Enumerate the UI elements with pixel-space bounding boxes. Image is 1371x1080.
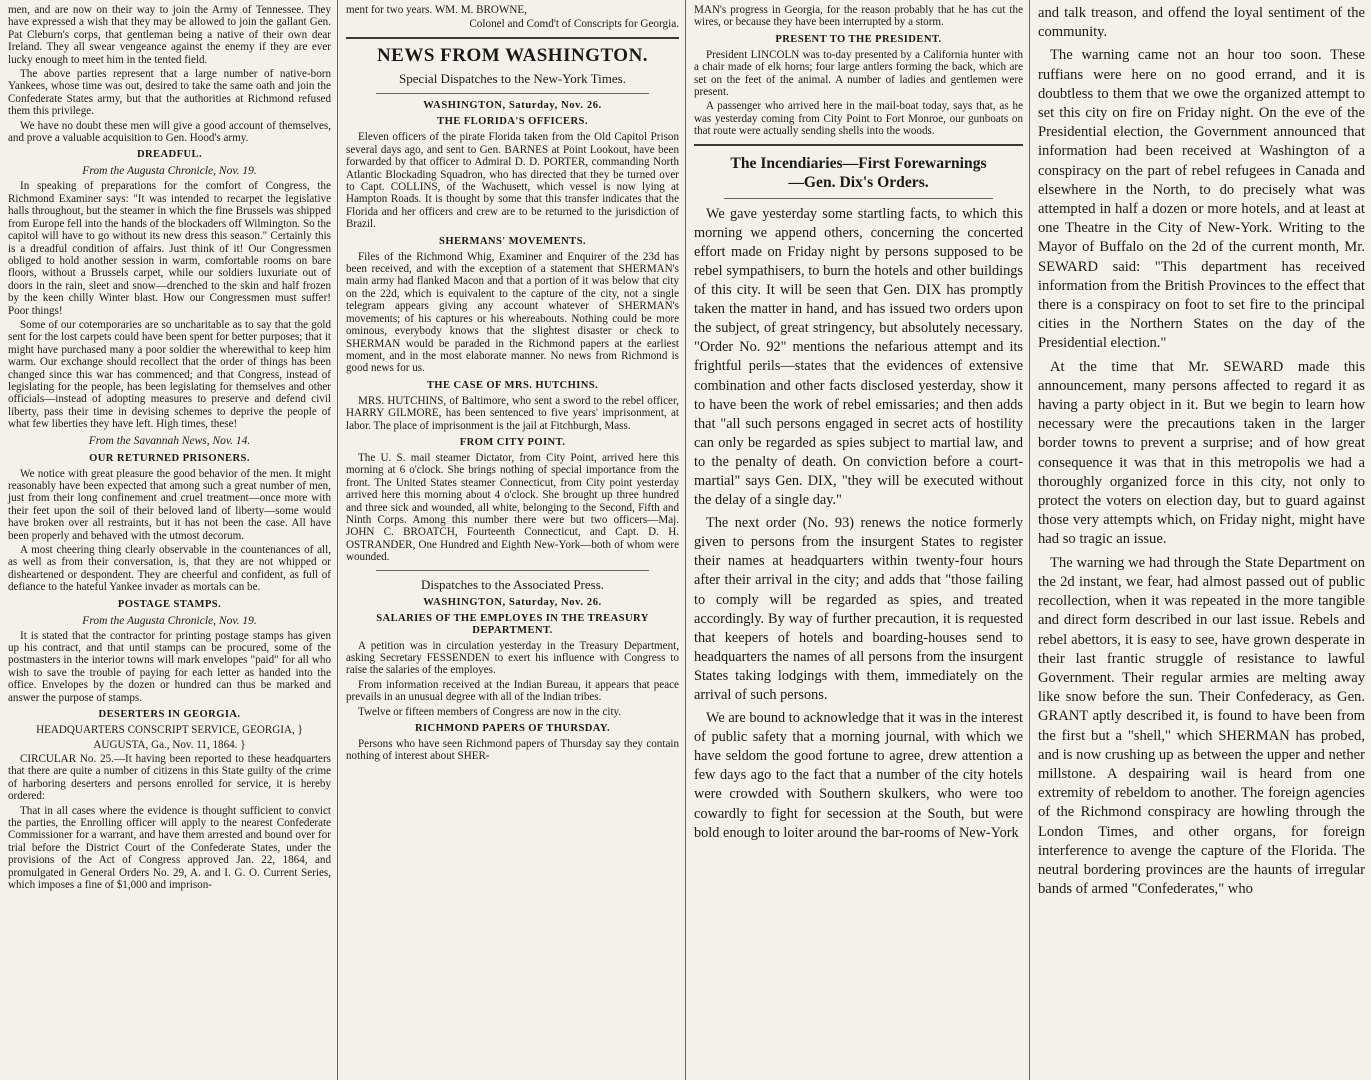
- section-heading: SHERMANS' MOVEMENTS.: [439, 235, 586, 247]
- article-paragraph: A petition was in circulation yesterday in the Treasury Department, asking Secretary FESSENDEN to exert his influence with Congress to raise the salaries of the employes.: [346, 639, 679, 677]
- article-paragraph: That in all cases where the evidence is thought sufficient to convict the parties, the Enrolling officer will apply to the nearest Confederate Commissioner for a warrant, and have them arrested and bound over for trial before the District Court of the Confederate States, under the provisions of the Act of Congress approved Jan. 22, 1864, and promulgated in General Orders No. 29, A. and I. G. O. Current Series, which imposes a fine of $1,000 and imprison-: [8, 804, 331, 891]
- section-heading: THE FLORIDA'S OFFICERS.: [437, 116, 588, 128]
- dateline: WASHINGTON, Saturday, Nov. 26.: [423, 596, 602, 608]
- article-paragraph: Persons who have seen Richmond papers of Thursday say they contain nothing of interest about SHER-: [346, 738, 679, 763]
- article-paragraph: A most cheering thing clearly observable in the countenances of all, as well as from their conversation, is, that they are not whipped or disheartened or despondent. They are cheerful and confident, as full of defiance to the hateful Yankee invader as mortals can be.: [8, 544, 331, 594]
- subhead: Dispatches to the Associated Press.: [420, 576, 605, 592]
- subhead: Special Dispatches to the New-York Times.: [399, 71, 626, 87]
- article-paragraph: We are bound to acknowledge that it was in the interest of public safety that a morning journal, with which we have seldom the good fortune to agree, drew attention a few days ago to the fact that a number of the city hotels were crowded with Southern skulkers, who were too cowardly to fight for secession at the South, but were bold enough to loiter around the bar-rooms of New-York: [694, 710, 1023, 841]
- article-paragraph: men, and are now on their way to join the Army of Tennessee. They have expressed a wish that they may be allowed to join the gallant Gen. Pat Cleburn's corps, that gentleman being a native of their own dear Ireland. They all swear vengeance against the enemy if they are ever lucky enough to meet him in the tented field.: [8, 4, 331, 66]
- headline-line: —Gen. Dix's Orders.: [788, 173, 929, 191]
- section-heading: OUR RETURNED PRISONERS.: [89, 452, 250, 464]
- article-paragraph: Files of the Richmond Whig, Examiner and Enquirer of the 23d has been received, and with the exception of a statement that SHERMAN's main army had flanked Macon and that a portion of it was below that city on the 22d, which is equivalent to the capture of the city, not a single telegram appears giving any account whatever of SHERMAN's movements; of his captures or his whereabouts. Nothing could be more ominous, everybody knows that the slightest disaster or check to SHERMAN would be paraded in the Richmond papers at the earliest moment, and in the most elaborate manner. No news from Richmond is good news for us.: [346, 250, 679, 375]
- article-paragraph: The warning we had through the State Department on the 2d instant, we fear, had almost passed out of public recollection, when it was repeated in the more tangible and direct form described in our last issue. Rebels and rebel abettors, it is easy to see, have grown desperate in their last frantic struggle of resistance to lawful Government. Their regular armies are melting away like snow before the sun. Their Confederacy, as Gen. GRANT aptly described it, is found to have been from the first but a "shell," which SHERMAN has probed, and is now crushing up as between the upper and nether millstone. A despairing wail is heard from one extremity of rebeldom to another. The foreign agencies of the Richmond conspiracy are howling through the London Times, and other organs, for foreign interference to avenge the capture of the Florida. The neutral bordering provinces are the haunts of irregular bands of armed "Confederates," who: [1038, 554, 1365, 898]
- headline-line: The Incendiaries—First Forewarnings: [730, 154, 987, 172]
- article-paragraph: At the time that Mr. SEWARD made this announcement, many persons affected to regard it as having a party object in it. But we begin to learn how necessary were the precautions taken in the larger border towns to prevent a surprise; and of how great consequence it was that in this metropolis we had a thoroughly organized force in this city, not only to protect the voters on election day, but to guard against those very attempts which, on Friday night, might have had so tragic an issue.: [1038, 358, 1365, 548]
- column-3: [686, 0, 1030, 1080]
- section-divider: [694, 144, 1023, 146]
- article-paragraph: ment for two years. WM. M. BROWNE,: [346, 4, 527, 16]
- article-paragraph: We have no doubt these men will give a good account of themselves, and prove a valuable acquisition to Gen. Hood's army.: [8, 119, 331, 145]
- section-divider: [346, 37, 679, 39]
- section-heading: SALARIES OF THE EMPLOYES IN THE TREASURY DEPARTMENT.: [376, 612, 649, 636]
- section-heading: PRESENT TO THE PRESIDENT.: [775, 33, 942, 45]
- section-heading: THE CASE OF MRS. HUTCHINS.: [426, 379, 599, 391]
- headquarters-line: AUGUSTA, Ga., Nov. 11, 1864. }: [93, 738, 246, 751]
- section-divider: [376, 570, 649, 571]
- source-line: From the Augusta Chronicle, Nov. 19.: [82, 165, 257, 178]
- column-1: [0, 0, 338, 1080]
- signature-line: Colonel and Comd't of Conscripts for Georgia.: [469, 18, 679, 31]
- headquarters-line: HEADQUARTERS CONSCRIPT SERVICE, GEORGIA, }: [36, 724, 303, 737]
- article-paragraph: President LINCOLN was to-day presented by a California hunter with a chair made of elk horns; four large antlers forming the back, which are set on the feet of the animal. A number of ladies and gentlemen were present.: [694, 48, 1023, 99]
- section-divider: [724, 198, 993, 199]
- dateline: WASHINGTON, Saturday, Nov. 26.: [423, 100, 602, 112]
- section-divider: [376, 93, 649, 94]
- section-heading: DREADFUL.: [136, 149, 203, 161]
- article-paragraph: We notice with great pleasure the good behavior of the men. It might reasonably have been expected that among such a great number of men, just from their long confinement and cruel treatment—once more with their feet upon the soil of their beloved land of liberty—some would have broken over all restraints, but it has not been the case. All have been properly and behaved with the utmost decorum.: [8, 467, 331, 542]
- editorial-headline: [694, 154, 1023, 192]
- article-paragraph: From information received at the Indian Bureau, it appears that peace prevails in an unusual degree with all of the Indian tribes.: [346, 678, 679, 704]
- masthead: NEWS FROM WASHINGTON.: [376, 45, 649, 67]
- article-paragraph: The U. S. mail steamer Dictator, from City Point, arrived here this morning at 6 o'clock. She brings nothing of special importance from the front. The United States steamer Connecticut, from City point yesterday arrived here this morning about 4 o'clock. She brought up three hundred and three sick and wounded, all white, belonging to the Second, Fifth and Ninth Corps. Among this number there were but two officers—Maj. JOHN C. BROATCH, Fourteenth Connecticut, and Capt. D. H. OSTRANDER, One Hundred and Eighth New-York—both of whom were wounded.: [346, 451, 679, 564]
- article-paragraph: Some of our cotemporaries are so uncharitable as to say that the gold sent for the lost carpets could have been spent for better purposes; that it might have purchased many a poor soldier the wherewithal to keep him warm. Our exchange should recollect that the order of things has been changed since this war has commenced; and that Congress, instead of legislating for the people, has been legislating for themselves and other officials—instead of adopting measures to preserve and defend civil liberty, pass their time in devising schemes to deprive the people of what few liberties they have left. High times, these!: [8, 318, 331, 431]
- article-paragraph: It is stated that the contractor for printing postage stamps has given up his contract, and that until stamps can be procured, some of the postmasters in the interior towns will mark envelopes "paid" for all who wish to save the trouble of paying for each letter as handed into the office. Envelopes by the dozen or hundred can thus be marked and answer the purpose of stamps.: [8, 629, 331, 704]
- section-heading: DESERTERS IN GEORGIA.: [98, 709, 241, 721]
- article-paragraph: The next order (No. 93) renews the notice formerly given to persons from the insurgent States to register their names at headquarters within twenty-four hours after their arrival in the city; and adds that "those failing to comply will be regarded as spies, and treated accordingly. By way of further precaution, it is requested that keepers of hotels and boarding-houses send to headquarters the names of all persons from the insurgent States taking lodgings with them, immediately on the arrival of such persons.: [694, 515, 1023, 703]
- source-line: From the Savannah News, Nov. 14.: [88, 434, 251, 447]
- article-paragraph: Twelve or fifteen members of Congress are now in the city.: [358, 705, 622, 718]
- section-heading: POSTAGE STAMPS.: [117, 598, 222, 610]
- article-paragraph: MAN's progress in Georgia, for the reason probably that he has cut the wires, or because they have been interrupted by a storm.: [694, 4, 1023, 29]
- article-paragraph: and talk treason, and offend the loyal sentiment of the community.: [1038, 5, 1365, 41]
- source-line: From the Augusta Chronicle, Nov. 19.: [82, 614, 257, 627]
- article-paragraph: The warning came not an hour too soon. These ruffians were here on no good errand, and it is doubtless to them that we owe the organized attempt to set this city on fire on Friday night. On the eve of the Presidential election, the Government announced that information had been received at Washington of a conspiracy on the part of rebel refugees in Canada and elsewhere in the North, to do precisely what was attempted in half a dozen or more hotels, and at least at one Theatre in the City of New-York. Writing to the Mayor of Buffalo on the 2d of the current month, Mr. SEWARD said: "This department has received information from the British Provinces to the effect that there is a conspiracy on foot to set fire to the principal cities in the Northern States on the day of the Presidential election.": [1038, 47, 1365, 352]
- section-heading: RICHMOND PAPERS OF THURSDAY.: [414, 723, 611, 735]
- article-paragraph: We gave yesterday some startling facts, to which this morning we append others, concerning the concerted effort made on Friday night by persons supposed to be rebel sympathisers, to burn the hotels and other buildings of this city. It will be seen that Gen. DIX has promptly taken the matter in hand, and has issued two orders upon the subject, of great stringency, but absolutely necessary. "Order No. 92" mentions the nefarious attempt and its frightful perils—states that the evidences of extensive combination and other facts disclosed yesterday, show it to have been the work of rebel emissaries; and then adds that "all such persons engaged in secret acts of hostility can only be regarded as spies subject to martial law, and to the penalty of death. On conviction before a court-martial" says Gen. DIX, "they will be executed without the delay of a single day.": [694, 205, 1023, 509]
- article-paragraph: The above parties represent that a large number of native-born Yankees, whose time was out, desired to take the same oath and join the Confederate States army, but that the authorities at Richmond refused them this privilege.: [8, 68, 331, 118]
- article-paragraph: Eleven officers of the pirate Florida taken from the Old Capitol Prison several days ago, and sent to Gen. BARNES at Point Lookout, have been forwarded by that officer to Admiral D. D. PORTER, commanding North Atlantic Blockading Squadron, who has directed that they be turned over to Capt. COLLINS, of the Wachusett, which vessel is now lying at Hampton Roads. It is thought by some that this transfer indicates that the Florida and her officers and crew are to be returned to the jurisdiction of Brazil.: [346, 131, 679, 231]
- article-paragraph: In speaking of preparations for the comfort of Congress, the Richmond Examiner says: "It was intended to recarpet the legislative halls throughout, but the steamer in which the fine Brussels was shipped from Europe fell into the hands of the blockaders off Wilmington. So the capitol will have to go without its new dress this season." Certainly this is a dreadful condition of affairs. Just think of it! Our Congressmen obliged to hold another session in warm, comfortable rooms on bare floors, without a Brussels carpet, while our soldiers luxuriate out of doors in the rain, sleet and snow—drenched to the skin and half frozen by the keen chilly Winter blast. How our Congressmen must suffer! Poor things!: [8, 180, 331, 317]
- column-2: [338, 0, 686, 1080]
- article-paragraph: A passenger who arrived here in the mail-boat today, says that, as he was yesterday coming from City Point to Fort Monroe, our gunboats on that route were actually sending shells into the woods.: [694, 100, 1023, 138]
- article-paragraph: MRS. HUTCHINS, of Baltimore, who sent a sword to the rebel officer, HARRY GILMORE, has been sentenced to five years' imprisonment, at labor. The place of imprisonment is the jail at Fitchburgh, Mass.: [346, 394, 679, 432]
- column-4: [1030, 0, 1371, 1080]
- section-heading: FROM CITY POINT.: [459, 436, 566, 448]
- article-paragraph: CIRCULAR No. 25.—It having been reported to these headquarters that there are quite a number of citizens in this State guilty of the crime of harboring deserters and persons enrolled for service, it is hereby ordered:: [8, 752, 331, 803]
